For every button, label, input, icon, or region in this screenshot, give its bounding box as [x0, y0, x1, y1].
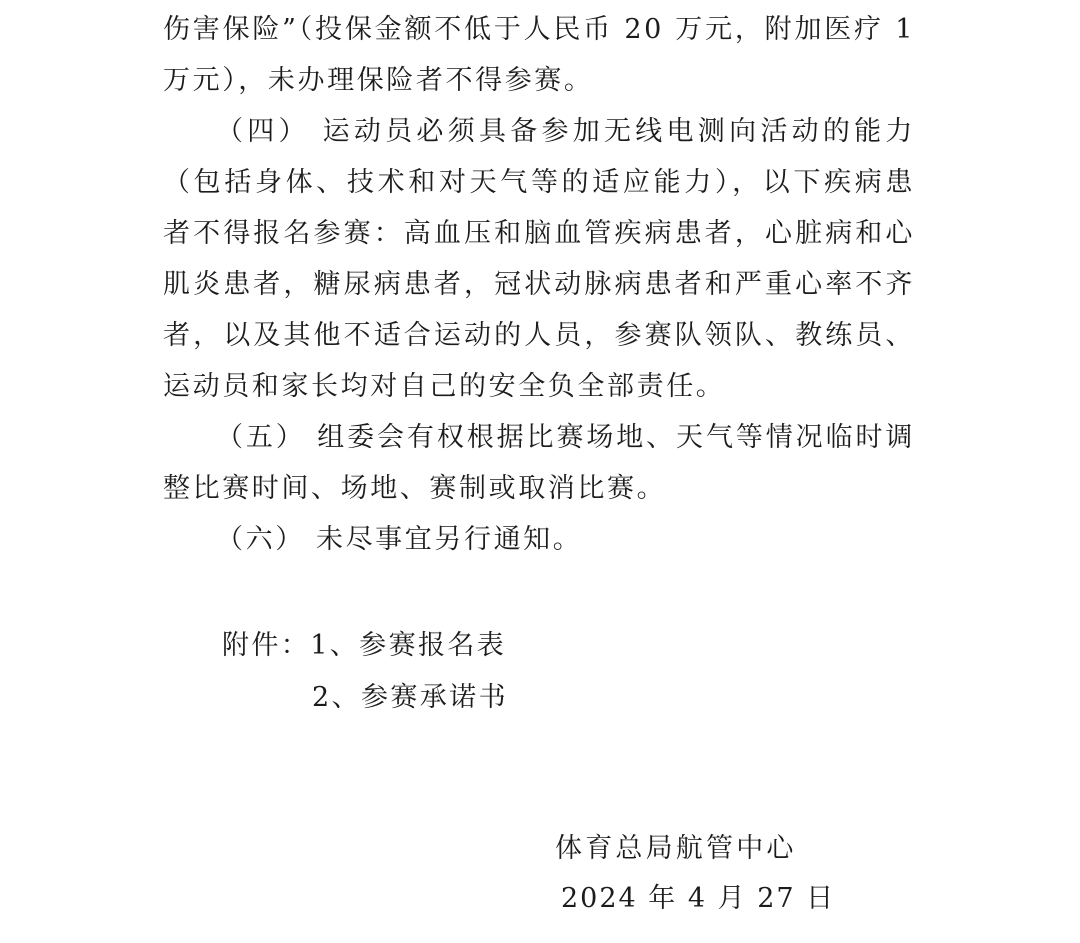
paragraph-item-6: （六） 未尽事宜另行通知。 — [216, 524, 583, 555]
paragraph-insurance-continuation: 伤害保险”（投保金额不低于人民币 20 万元，附加医疗 1 万元），未办理保险者不得参赛。 — [163, 14, 915, 96]
document-body — [163, 4, 915, 565]
issuing-organization: 体育总局航管中心 — [555, 833, 797, 864]
signature-block — [555, 824, 835, 924]
issue-date: 2024 年 4 月 27 日 — [561, 883, 836, 914]
attachment-item-commitment-letter: 2、参赛承诺书 — [312, 682, 508, 713]
paragraph-item-4: （四） 运动员必须具备参加无线电测向活动的能力（包括身体、技术和对天气等的适应能力），以下疾病患者不得报名参赛：高血压和脑血管疾病患者，心脏病和心肌炎患者，糖尿病患者，冠状动脉病患者和严重心率不齐者，以及其他不适合运动的人员，参赛队领队、教练员、运动员和家长均对自己的安全负全部责任。 — [163, 116, 915, 402]
attachment-item-registration-form: 附件：1、参赛报名表 — [222, 630, 507, 661]
attachments-list — [222, 620, 508, 724]
paragraph-item-5: （五） 组委会有权根据比赛场地、天气等情况临时调整比赛时间、场地、赛制或取消比赛。 — [163, 422, 915, 504]
